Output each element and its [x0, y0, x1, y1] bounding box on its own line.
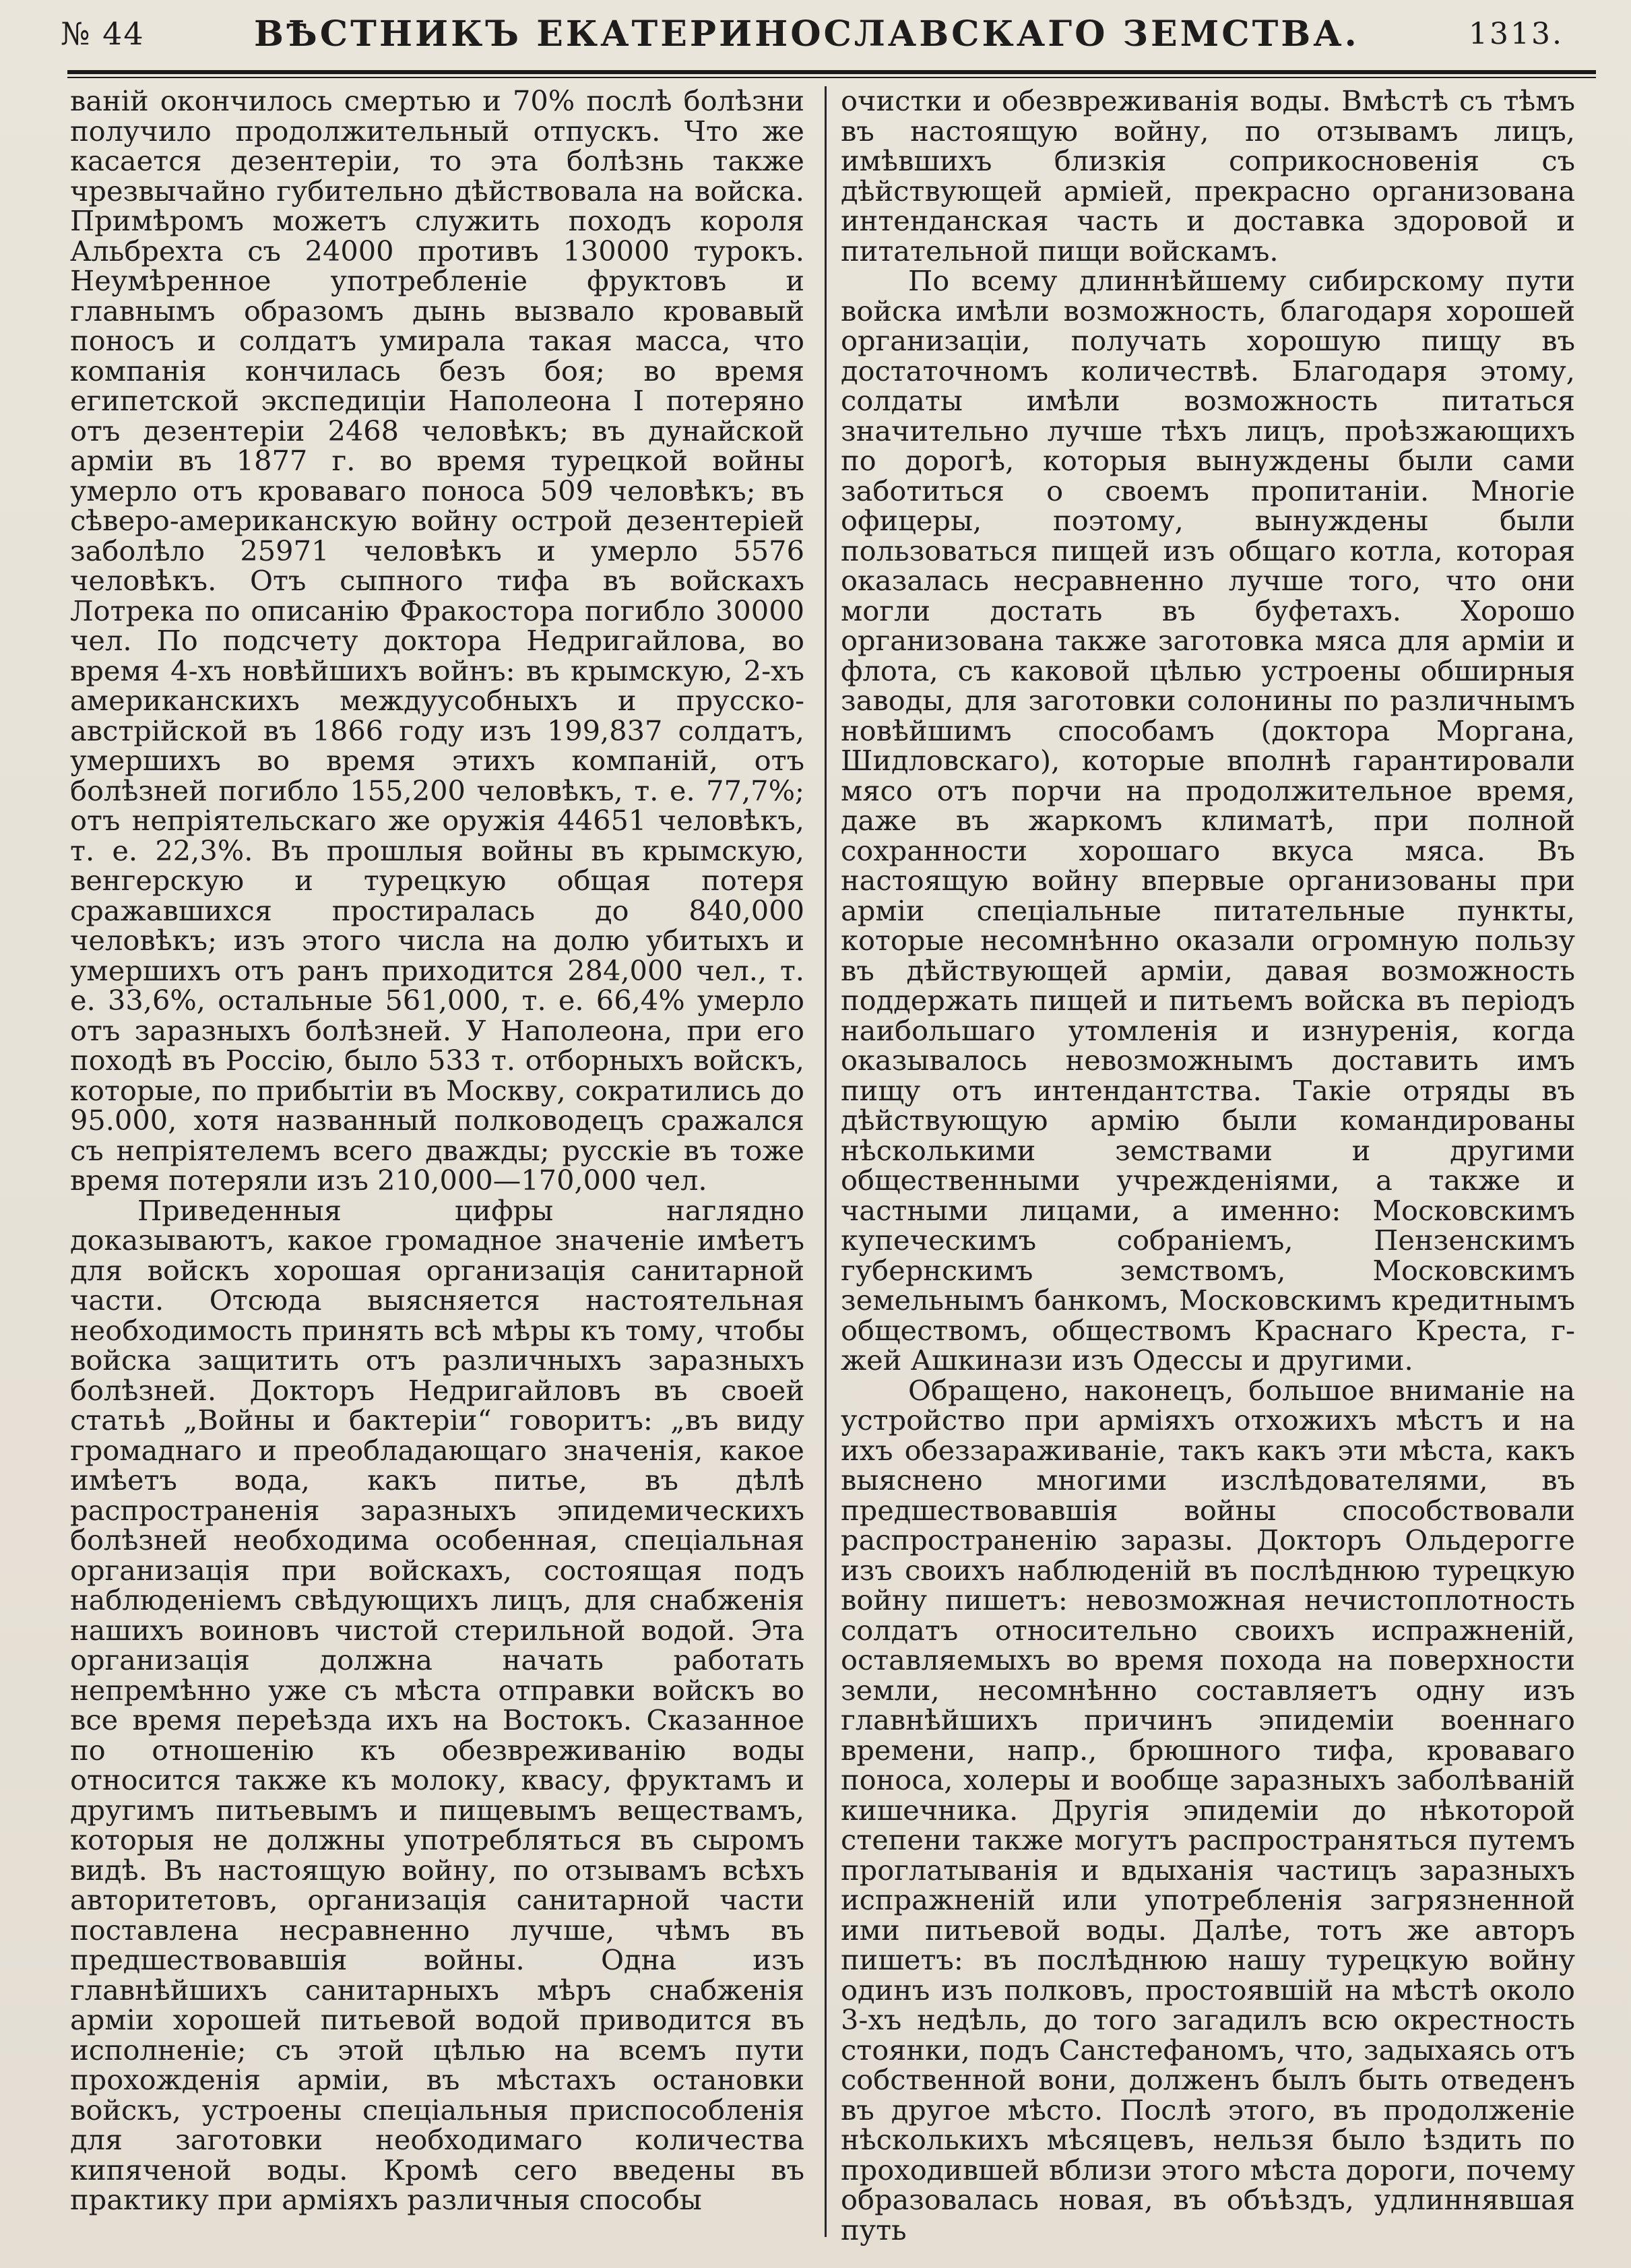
right-column	[841, 86, 1575, 2245]
paragraph: Приведенныя цифры наглядно доказываютъ, какое громадное значеніе имѣетъ для войскъ хорошая организація санитарной части. Отсюда выясняется настоятельная необходимость принять всѣ мѣры къ тому, чтобы войска защитить отъ различныхъ заразныхъ болѣзней. Докторъ Недригайловъ въ своей статьѣ „Войны и бактеріи“ говоритъ: „въ виду громаднаго и преобладающаго значенія, какое имѣетъ вода, какъ питье, въ дѣлѣ распространенія заразныхъ эпидемическихъ болѣзней необходима особенная, спеціальная организація при войскахъ, состоящая подъ наблюденіемъ свѣдующихъ лицъ, для снабженія нашихъ воиновъ чистой стерильной водой. Эта организація должна начать работать непремѣнно уже съ мѣста отправки войскъ во все время переѣзда ихъ на Востокъ. Сказанное по отношенію къ обезвреживанію воды относится также къ молоку, квасу, фруктамъ и другимъ питьевымъ и пищевымъ веществамъ, которыя не должны употребляться въ сыромъ видѣ. Въ настоящую войну, по отзывамъ всѣхъ авторитетовъ, организація санитарной части поставлена несравненно лучше, чѣмъ въ предшествовавшія войны. Одна изъ главнѣйшихъ санитарныхъ мѣръ снабженія арміи хорошей питьевой водой приводится въ исполненіе; съ этой цѣлью на всемъ пути прохожденія арміи, въ мѣстахъ остановки войскъ, устроены спеціальныя приспособленія для заготовки необходимаго количества кипяченой воды. Кромѣ сего введены въ практику при арміяхъ различныя способы	[70, 1193, 804, 2216]
paragraph: По всему длиннѣйшему сибирскому пути войска имѣли возможность, благодаря хорошей организаціи, получать хорошую пищу въ достаточномъ количествѣ. Благодаря этому, солдаты имѣли возможность питаться значительно лучше тѣхъ лицъ, проѣзжающихъ по дорогѣ, которыя вынуждены были сами заботиться о своемъ пропитаніи. Многіе офицеры, поэтому, вынуждены были пользоваться пищей изъ общаго котла, которая оказалась несравненно лучше того, что они могли достать въ буфетахъ. Хорошо организована также заготовка мяса для арміи и флота, съ каковой цѣлью устроены обширныя заводы, для заготовки солонины по различнымъ новѣйшимъ способамъ (доктора Моргана, Шидловскаго), которые вполнѣ гарантировали мясо отъ порчи на продолжительное время, даже въ жаркомъ климатѣ, при полной сохранности хорошаго вкуса мяса. Въ настоящую войну впервые организованы при арміи спеціальные питательные пункты, которые несомнѣнно оказали огромную пользу въ дѣйствующей арміи, давая возможность поддержать пищей и питьемъ войска въ періодъ наибольшаго утомленія и изнуренія, когда оказывалось невозможнымъ доставить имъ пищу отъ интендантства. Такіе отряды въ дѣйствующую армію были командированы нѣсколькими земствами и другими общественными учрежденіями, а также и частными лицами, а именно: Московскимъ купеческимъ собраніемъ, Пензенскимъ губернскимъ земствомъ, Московскимъ земельнымъ банкомъ, Московскимъ кредитнымъ обществомъ, обществомъ Краснаго Креста, г-жей Ашкинази изъ Одессы и другими.	[841, 264, 1575, 1377]
page-header	[61, 5, 1564, 62]
page-number: 1313.	[1469, 16, 1564, 51]
issue-number: № 44	[61, 15, 145, 52]
paragraph: Обращено, наконецъ, большое вниманіе на устройство при арміяхъ отхожихъ мѣстъ и на ихъ обеззараживаніе, такъ какъ эти мѣста, какъ выяснено многими изслѣдователями, въ предшествовавшія войны способствовали распространенію заразы. Докторъ Ольдерогге изъ своихъ наблюденій въ послѣднюю турецкую войну пишетъ: невозможная нечистоплотность солдатъ относительно своихъ испражненій, оставляемыхъ во время похода на поверхности земли, несомнѣнно составляетъ одну изъ главнѣйшихъ причинъ эпидеміи военнаго времени, напр., брюшного тифа, кровавaго поноса, холеры и вообще заразныхъ заболѣваній кишечника. Другія эпидеміи до нѣкоторой степени также могутъ распространяться путемъ проглатыванія и вдыханія частицъ заразныхъ испражненій или употребленія загрязненной ими питьевой воды. Далѣе, тотъ же авторъ пишетъ: въ послѣднюю нашу турецкую войну одинъ изъ полковъ, простоявшій на мѣстѣ около 3-хъ недѣль, до того загадилъ всю окрестность стоянки, подъ Санстефаномъ, что, задыхаясь отъ собственной вони, долженъ былъ быть отведенъ въ другое мѣсто. Послѣ этого, въ продолженіе нѣсколькихъ мѣсяцевъ, нельзя было ѣздить по проходившей вблизи этого мѣста дороги, почему образовалась новая, въ объѣздъ, удлиннявшая путь	[841, 1373, 1575, 2246]
header-rule-thin	[67, 77, 1596, 78]
column-divider	[825, 86, 827, 2237]
left-column	[70, 86, 804, 2215]
paragraph: очистки и обезвреживанія воды. Вмѣстѣ съ тѣмъ въ настоящую войну, по отзывамъ лицъ, имѣвшихъ близкія соприкосновенія съ дѣйствующей арміей, прекрасно организована интенданская часть и доставка здоровой и питательной пищи войскамъ.	[841, 84, 1575, 267]
paragraph: ваній окончилось смертью и 70% послѣ болѣзни получило продолжительный отпускъ. Что же касается дезентеріи, то эта болѣзнь также чрезвычайно губительно дѣйствовала на войска. Примѣромъ можетъ служить походъ короля Альбрехта съ 24000 противъ 130000 турокъ. Неумѣренное употребленіе фруктовъ и главнымъ образомъ дынь вызвало кровавый поносъ и солдатъ умирала такая масса, что компанія кончилась безъ боя; во время египетской экспедиціи Наполеона I потеряно отъ дезентеріи 2468 человѣкъ; въ дунайской арміи въ 1877 г. во время турецкой войны умерло отъ кровавaго поноса 509 человѣкъ; въ сѣверо-американскую войну острой дезентеріей заболѣло 25971 человѣкъ и умерло 5576 человѣкъ. Отъ сыпного тифа въ войскахъ Лотрека по описанію Фракостора погибло 30000 чел. По подсчету доктора Недригайлова, во время 4-хъ новѣйшихъ войнъ: въ крымскую, 2-хъ американскихъ междуусобныхъ и прусско-австрійской въ 1866 году изъ 199,837 солдатъ, умершихъ во время этихъ компаній, отъ болѣзней погибло 155,200 человѣкъ, т. е. 77,7%; отъ непріятельскаго же оружія 44651 человѣкъ, т. е. 22,3%. Въ прошлыя войны въ крымскую, венгерскую и турецкую общая потеря сражавшихся простиралась до 840,000 человѣкъ; изъ этого числа на долю убитыхъ и умершихъ отъ ранъ приходится 284,000 чел., т. е. 33,6%, остальные 561,000, т. е. 66,4% умерло отъ заразныхъ болѣзней. У Наполеона, при его походѣ въ Россію, было 533 т. отборныхъ войскъ, которые, по прибытіи въ Москву, сократились до 95.000, хотя названный полководецъ сражался съ непріятелемъ всего дважды; русскіе въ тоже время потеряли изъ 210,000—170,000 чел.	[70, 84, 804, 1197]
publication-title: ВѢСТНИКЪ ЕКАТЕРИНОСЛАВСКАГО ЗЕМСТВА.	[254, 13, 1360, 55]
header-rule-thick	[67, 70, 1596, 74]
